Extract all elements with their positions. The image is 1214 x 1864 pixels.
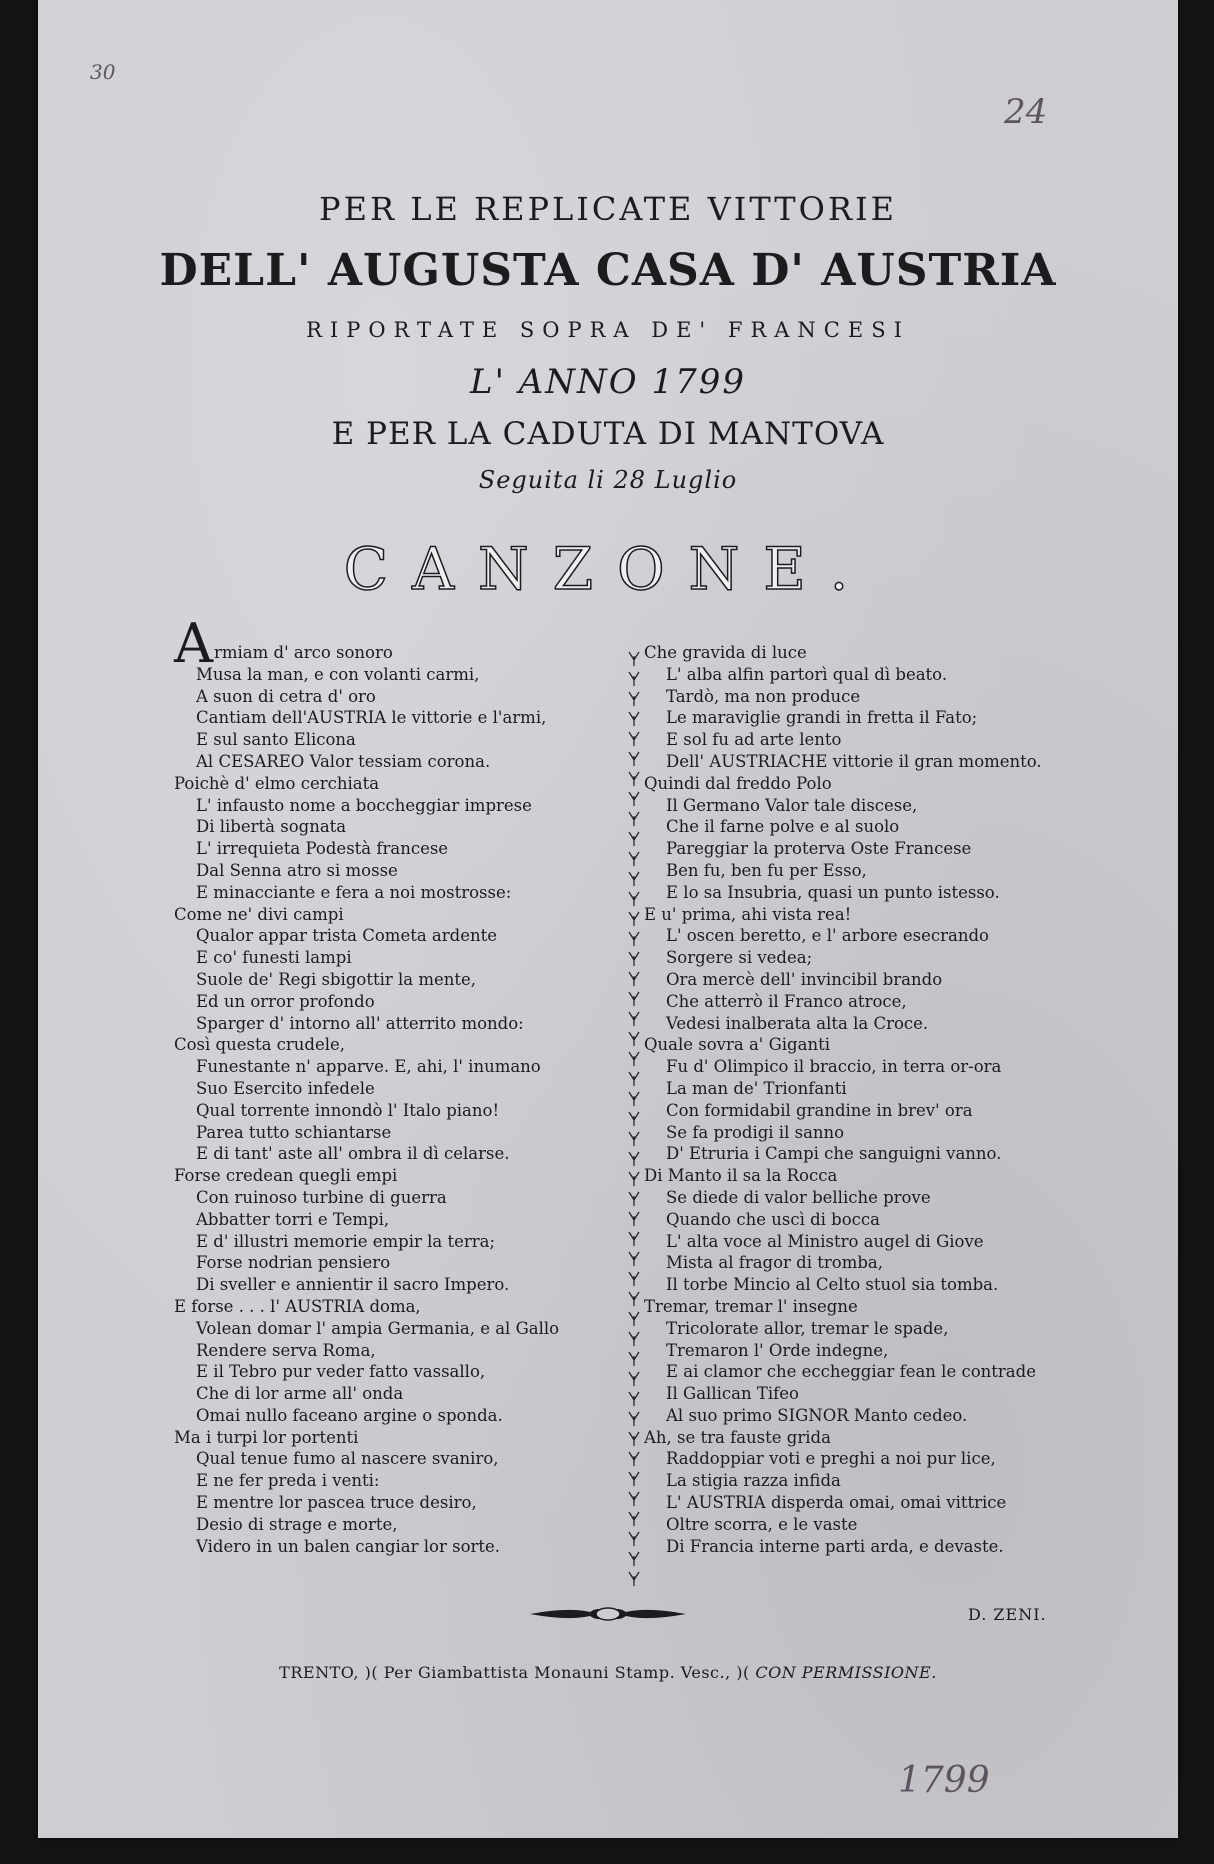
poem-line: L' alta voce al Ministro augel di Giove [666,1231,984,1251]
poem-line: L' irrequieta Podestà francese [196,839,449,859]
poem-line: L' AUSTRIA disperda omai, omai vittrice [666,1493,1007,1513]
divider-ornament [629,1332,639,1346]
heading-line-3: RIPORTATE SOPRA DE' FRANCESI [306,318,910,342]
poem-line: Omai nullo faceano argine o sponda. [196,1405,503,1425]
poem-line: Tremaron l' Orde indegne, [666,1340,889,1360]
imprint-place: TRENTO, [279,1663,360,1682]
imprint-permission: CON PERMISSIONE. [755,1663,937,1682]
poem-line: E il Tebro pur veder fatto vassallo, [196,1362,486,1382]
divider-ornament [629,732,639,746]
divider-ornament [629,692,639,706]
poem-line: D' Etruria i Campi che sanguigni vanno. [666,1144,1002,1164]
divider-ornament [629,932,639,946]
divider-ornament [629,1252,639,1266]
divider-ornament [629,672,639,686]
poem-line: Qual tenue fumo al nascere svaniro, [196,1449,499,1469]
poem-line: Ma i turpi lor portenti [174,1427,359,1447]
poem-line: Di Manto il sa la Rocca [644,1166,838,1186]
divider-ornament [629,1212,639,1226]
divider-ornament [629,1032,639,1046]
poem-line: E co' funesti lampi [196,948,352,968]
divider-ornament [629,1412,639,1426]
poem-line: E ne fer preda i venti: [196,1471,380,1491]
poem-line: Il torbe Mincio al Celto stuol sia tomba. [666,1275,999,1295]
poem-line: Videro in un balen cangiar lor sorte. [196,1536,501,1556]
poem-line: Tardò, ma non produce [666,686,861,706]
poem-title: CANZONE. [343,535,873,603]
poem-line: Mista al fragor di tromba, [666,1253,883,1273]
poem-line: Tremar, tremar l' insegne [644,1296,858,1316]
divider-ornament [629,712,639,726]
poem-line: Quale sovra a' Giganti [644,1035,830,1055]
poem-line: Fu d' Olimpico il braccio, in terra or-ora [666,1057,1002,1077]
divider-ornament [629,1472,639,1486]
imprint-separator: )( [364,1663,384,1682]
divider-ornament [629,972,639,986]
poem-line: E d' illustri memorie empir la terra; [196,1231,496,1251]
poem-line: Al CESAREO Valor tessiam corona. [196,751,491,771]
divider-ornament [629,912,639,926]
poem-line: Suo Esercito infedele [196,1078,375,1098]
document-sheet [38,0,1178,1838]
divider-ornament [629,1532,639,1546]
poem-line: E lo sa Insubria, quasi un punto istesso. [666,882,1000,902]
heading-line-2: DELL' AUGUSTA CASA D' AUSTRIA [159,245,1057,296]
poem-line: rmiam d' arco sonoro [214,643,393,662]
poem-line: Così questa crudele, [174,1035,346,1055]
divider-ornament [629,812,639,826]
poem-line: E mentre lor pascea truce desiro, [196,1493,477,1513]
divider-ornament [629,1132,639,1146]
heading-date: Seguita li 28 Luglio [478,466,738,494]
poem-line: Abbatter torri e Tempi, [196,1209,390,1229]
poem-line: Se fa prodigi il sanno [666,1122,845,1142]
divider-ornament [629,952,639,966]
poem-line: Rendere serva Roma, [196,1340,376,1360]
poem-line: Di sveller e annientir il sacro Impero. [196,1275,510,1295]
poem-left-column [174,642,614,1557]
poem-line: Dell' AUSTRIACHE vittorie il gran momento. [666,751,1042,771]
poem-line: E sul santo Elicona [196,730,356,750]
poem-line: Suole de' Regi sbigottir la mente, [196,969,477,989]
divider-ornament [629,752,639,766]
column-divider [626,648,642,1588]
divider-ornament [629,1372,639,1386]
poem-line: L' alba alfin partorì qual dì beato. [666,664,948,684]
divider-ornament [629,1112,639,1126]
annotation-page-number: 30 [90,60,116,84]
poem-line: Il Germano Valor tale discese, [666,795,918,815]
divider-ornament [629,1152,639,1166]
printer-imprint [38,1663,1178,1682]
divider-ornament [629,1172,639,1186]
divider-ornament [629,1052,639,1066]
poem-line: Che il farne polve e al suolo [666,817,900,837]
author-signature: D. ZENI. [968,1605,1047,1624]
poem-line: Poichè d' elmo cerchiata [174,773,380,793]
divider-ornament [629,1392,639,1406]
poem-line: Volean domar l' ampia Germania, e al Gallo [196,1318,560,1338]
poem-line: Che atterrò il Franco atroce, [666,991,907,1011]
poem-line: Ben fu, ben fu per Esso, [666,860,867,880]
poem-line: Cantiam dell'AUSTRIA le vittorie e l'armi, [196,708,547,728]
poem-line: Le maraviglie grandi in fretta il Fato; [666,708,978,728]
divider-ornament [629,1552,639,1566]
annotation-year: 1799 [898,1760,990,1801]
divider-ornament [629,1492,639,1506]
poem-line: Qual torrente innondò l' Italo piano! [196,1100,500,1120]
poem-line: Tricolorate allor, tremar le spade, [666,1318,949,1338]
divider-ornament [629,1012,639,1026]
poem-line: Di Francia interne parti arda, e devaste. [666,1536,1004,1556]
poem-line: Che di lor arme all' onda [196,1384,404,1404]
divider-ornament [629,1292,639,1306]
poem-line: Di libertà sognata [196,817,347,837]
poem-right-column [644,642,1114,1557]
poem-line: Che gravida di luce [644,643,807,662]
divider-ornament [629,1432,639,1446]
poem-line: Oltre scorra, e le vaste [666,1514,858,1534]
annotation-folio-number: 24 [1004,92,1048,132]
divider-ornament [629,832,639,846]
ornament-flourish [528,1603,688,1625]
poem-line: Ed un orror profondo [196,991,375,1011]
divider-ornament [629,1192,639,1206]
divider-ornament [629,1272,639,1286]
divider-ornament [629,652,639,666]
poem-line: E sol fu ad arte lento [666,730,842,750]
divider-ornament [629,1072,639,1086]
poem-line: Parea tutto schiantarse [196,1122,392,1142]
poem-line: E ai clamor che eccheggiar fean le contrade [666,1362,1036,1382]
heading-line-5: E PER LA CADUTA DI MANTOVA [331,416,885,452]
poem-line: E minacciante e fera a noi mostrosse: [196,882,512,902]
divider-ornament [629,1352,639,1366]
poem-line: E di tant' aste all' ombra il dì celarse. [196,1144,510,1164]
poem-line: Al suo primo SIGNOR Manto cedeo. [666,1405,968,1425]
poem-line: Sorgere si vedea; [666,948,813,968]
imprint-separator: )( [736,1663,756,1682]
poem-line: Raddoppiar voti e preghi a noi pur lice, [666,1449,996,1469]
divider-ornament [629,772,639,786]
poem-line: Funestante n' apparve. E, ahi, l' inumano [196,1057,541,1077]
poem-line: Desio di strage e morte, [196,1514,398,1534]
poem-line: L' infausto nome a boccheggiar imprese [196,795,532,815]
divider-ornament [629,872,639,886]
poem-line: E forse . . . l' AUSTRIA doma, [174,1296,421,1316]
poem-line: E u' prima, ahi vista rea! [644,904,852,924]
poem-line: Come ne' divi campi [174,904,344,924]
divider-ornament [629,1092,639,1106]
poem-line: Sparger d' intorno all' atterrito mondo: [196,1013,524,1033]
poem-line: Vedesi inalberata alta la Croce. [666,1013,929,1033]
poem-line: Pareggiar la proterva Oste Francese [666,839,972,859]
divider-ornament [629,792,639,806]
drop-cap: A [174,612,213,675]
poem-line: Musa la man, e con volanti carmi, [196,664,480,684]
poem-line: Qualor appar trista Cometa ardente [196,926,497,946]
poem-line: Ora mercè dell' invincibil brando [666,969,943,989]
poem-line: Forse credean quegli empi [174,1166,398,1186]
divider-ornament [629,992,639,1006]
poem-line: Ah, se tra fauste grida [644,1427,831,1447]
poem-line: Dal Senna atro si mosse [196,860,398,880]
divider-ornament [629,1312,639,1326]
divider-ornament [629,1572,639,1586]
heading-line-1: PER LE REPLICATE VITTORIE [319,190,897,228]
poem-line: La man de' Trionfanti [666,1078,847,1098]
poem-line: Il Gallican Tifeo [666,1384,799,1404]
poem-line: L' oscen beretto, e l' arbore esecrando [666,926,989,946]
poem-line: A suon di cetra d' oro [196,686,376,706]
poem-line: Forse nodrian pensiero [196,1253,391,1273]
poem-line: Con ruinoso turbine di guerra [196,1187,447,1207]
poem-line: Quindi dal freddo Polo [644,773,832,793]
imprint-printer: Per Giambattista Monauni Stamp. Vesc., [383,1663,731,1682]
heading-year: L' ANNO 1799 [470,362,746,402]
divider-ornament [629,892,639,906]
poem-line: Se diede di valor belliche prove [666,1187,931,1207]
poem-line: Con formidabil grandine in brev' ora [666,1100,973,1120]
divider-ornament [629,1452,639,1466]
divider-ornament [629,1232,639,1246]
poem-line: La stigia razza infida [666,1471,841,1491]
poem-line: Quando che uscì di bocca [666,1209,880,1229]
divider-ornament [629,852,639,866]
divider-ornament [629,1512,639,1526]
